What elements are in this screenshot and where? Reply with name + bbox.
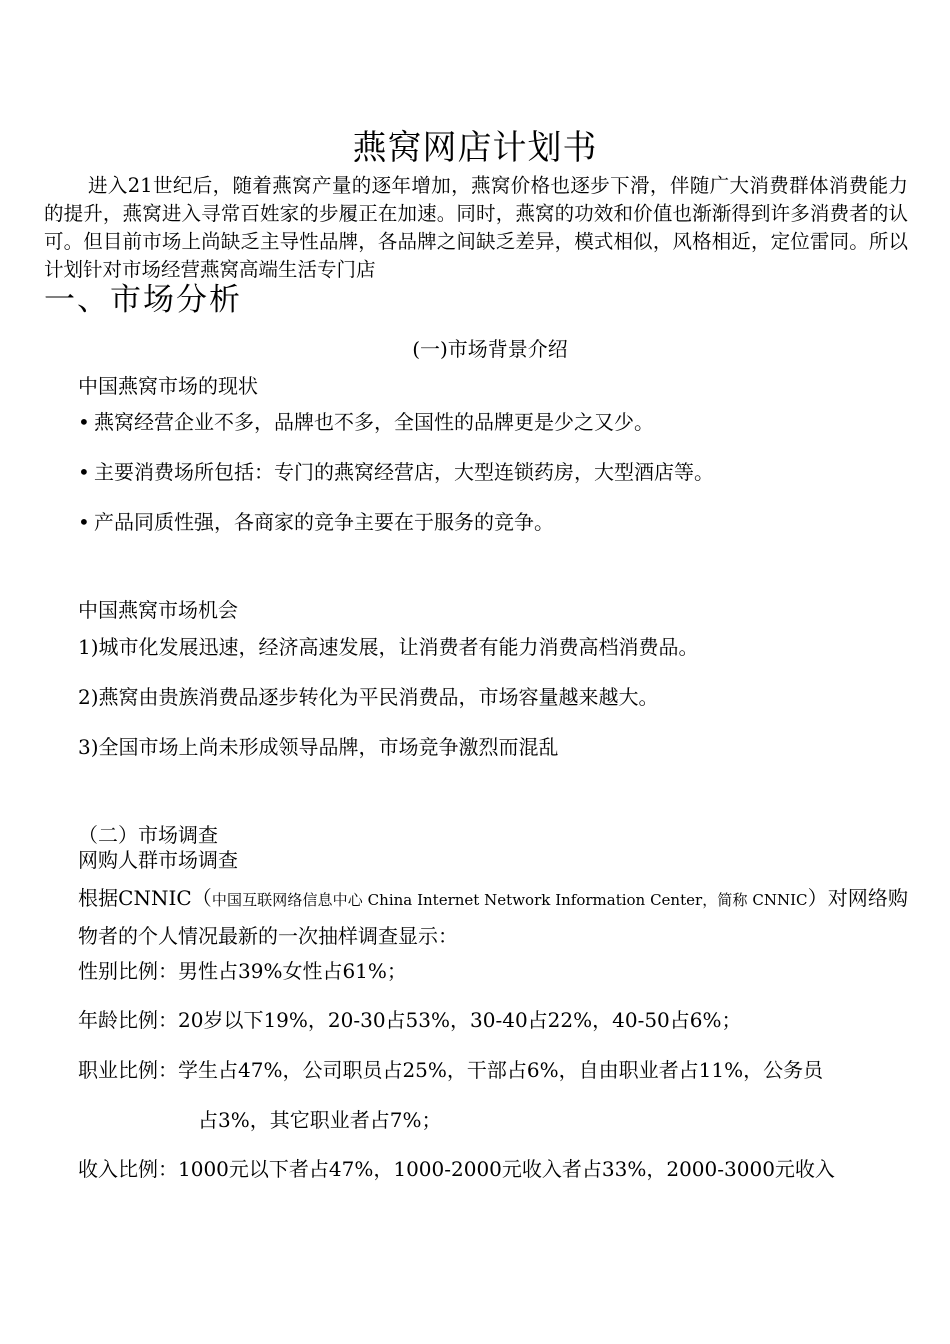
section-heading-market-analysis: 一、市场分析: [44, 282, 242, 318]
bullet-item: [78, 408, 654, 436]
bullet-item: [78, 508, 554, 536]
document-title: 燕窝网店计划书: [352, 128, 598, 168]
market-opportunity-title: 中国燕窝市场机会: [78, 598, 238, 622]
bullet-text: 燕窝经营企业不多，品牌也不多，全国性的品牌更是少之又少。: [94, 410, 654, 434]
opportunity-item: 2)燕窝由贵族消费品逐步转化为平民消费品，市场容量越来越大。: [78, 685, 659, 709]
survey-title: 网购人群市场调查: [78, 848, 238, 872]
bullet-mark: •: [78, 460, 90, 484]
cnnic-paragraph: [78, 880, 908, 954]
gender-ratio: 性别比例：男性占39%女性占61%；: [78, 959, 407, 983]
bullet-text: 主要消费场所包括：专门的燕窝经营店，大型连锁药房，大型酒店等。: [94, 460, 714, 484]
subsection-heading-market-background: (一)市场背景介绍: [412, 337, 568, 361]
cnnic-full-name: 中国互联网络信息中心 China Internet Network Information Center，简称 CNNIC: [211, 891, 808, 909]
cnnic-suffix: ）对网络购物者的个人情况最新的一次抽样调查显示：: [78, 886, 908, 948]
market-status-title: 中国燕窝市场的现状: [78, 374, 258, 398]
opportunity-item: 1)城市化发展迅速，经济高速发展，让消费者有能力消费高档消费品。: [78, 635, 699, 659]
cnnic-prefix: 根据CNNIC（: [78, 886, 212, 910]
age-ratio: 年龄比例：20岁以下19%，20-30占53%，30-40占22%，40-50占6%；: [78, 1008, 742, 1032]
income-ratio: 收入比例：1000元以下者占47%，1000-2000元收入者占33%，2000-3000元收入: [78, 1157, 835, 1181]
intro-paragraph: 进入21世纪后，随着燕窝产量的逐年增加，燕窝价格也逐步下滑，伴随广大消费群体消费能力的提升，燕窝进入寻常百姓家的步履正在加速。同时，燕窝的功效和价值也渐渐得到许多消费者的认可。但目前市场上尚缺乏主导性品牌，各品牌之间缺乏差异，模式相似，风格相近，定位雷同。所以计划针对市场经营燕窝高端生活专门店: [44, 174, 908, 281]
bullet-mark: •: [78, 510, 90, 534]
bullet-mark: •: [78, 410, 90, 434]
job-ratio-line1: 职业比例：学生占47%，公司职员占25%，干部占6%，自由职业者占11%，公务员: [78, 1058, 824, 1082]
job-ratio-line2: 占3%，其它职业者占7%；: [198, 1108, 442, 1132]
bullet-item: [78, 458, 714, 486]
subsection-heading-market-survey: （二）市场调查: [78, 823, 218, 847]
opportunity-item: 3)全国市场上尚未形成领导品牌，市场竞争激烈而混乱: [78, 735, 559, 759]
bullet-text: 产品同质性强，各商家的竞争主要在于服务的竞争。: [94, 510, 554, 534]
